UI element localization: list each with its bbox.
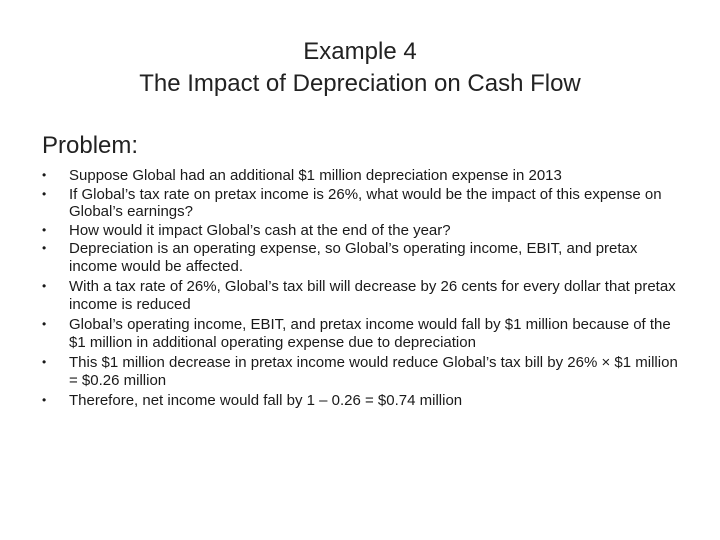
- bullet-item: [42, 316, 682, 351]
- bullet-text: Therefore, net income would fall by 1 – 0.26 = $0.74 million: [69, 392, 463, 409]
- bullet-text: Suppose Global had an additional $1 million depreciation expense in 2013: [69, 167, 562, 184]
- bullet-text: This $1 million decrease in pretax income would reduce Global’s tax bill by 26% × $1 million = $0.26 million: [69, 354, 678, 389]
- bullet-text: With a tax rate of 26%, Global’s tax bill will decrease by 26 cents for every dollar that pretax income is reduced: [69, 278, 676, 313]
- bullet-item: [42, 240, 682, 275]
- bullet-list: [42, 167, 682, 411]
- bullet-text: If Global’s tax rate on pretax income is 26%, what would be the impact of this expense on Global’s earnings?: [69, 185, 662, 220]
- bullet-item: [42, 354, 682, 389]
- bullet-item: [42, 278, 682, 313]
- bullet-icon: •: [42, 168, 47, 182]
- bullet-icon: •: [42, 355, 47, 369]
- bullet-text: Global’s operating income, EBIT, and pretax income would fall by $1 million because of the $1 million in additional operating expense due to depreciation: [69, 316, 671, 351]
- slide-title: [40, 36, 680, 100]
- bullet-icon: •: [42, 279, 47, 293]
- bullet-icon: •: [42, 393, 47, 407]
- bullet-icon: •: [42, 186, 47, 201]
- bullet-item: [42, 392, 682, 410]
- bullet-text: Depreciation is an operating expense, so Global’s operating income, EBIT, and pretax income would be affected.: [69, 240, 638, 275]
- bullet-item: [42, 186, 682, 221]
- title-line-1: Example 4: [303, 38, 417, 65]
- bullet-icon: •: [42, 222, 47, 237]
- title-line-2: The Impact of Depreciation on Cash Flow: [139, 70, 581, 97]
- bullet-icon: •: [42, 241, 47, 255]
- bullet-item: [42, 222, 682, 240]
- bullet-icon: •: [42, 317, 47, 331]
- bullet-text: How would it impact Global’s cash at the end of the year?: [69, 221, 451, 239]
- problem-heading: Problem:: [42, 132, 139, 159]
- bullet-item: [42, 167, 682, 185]
